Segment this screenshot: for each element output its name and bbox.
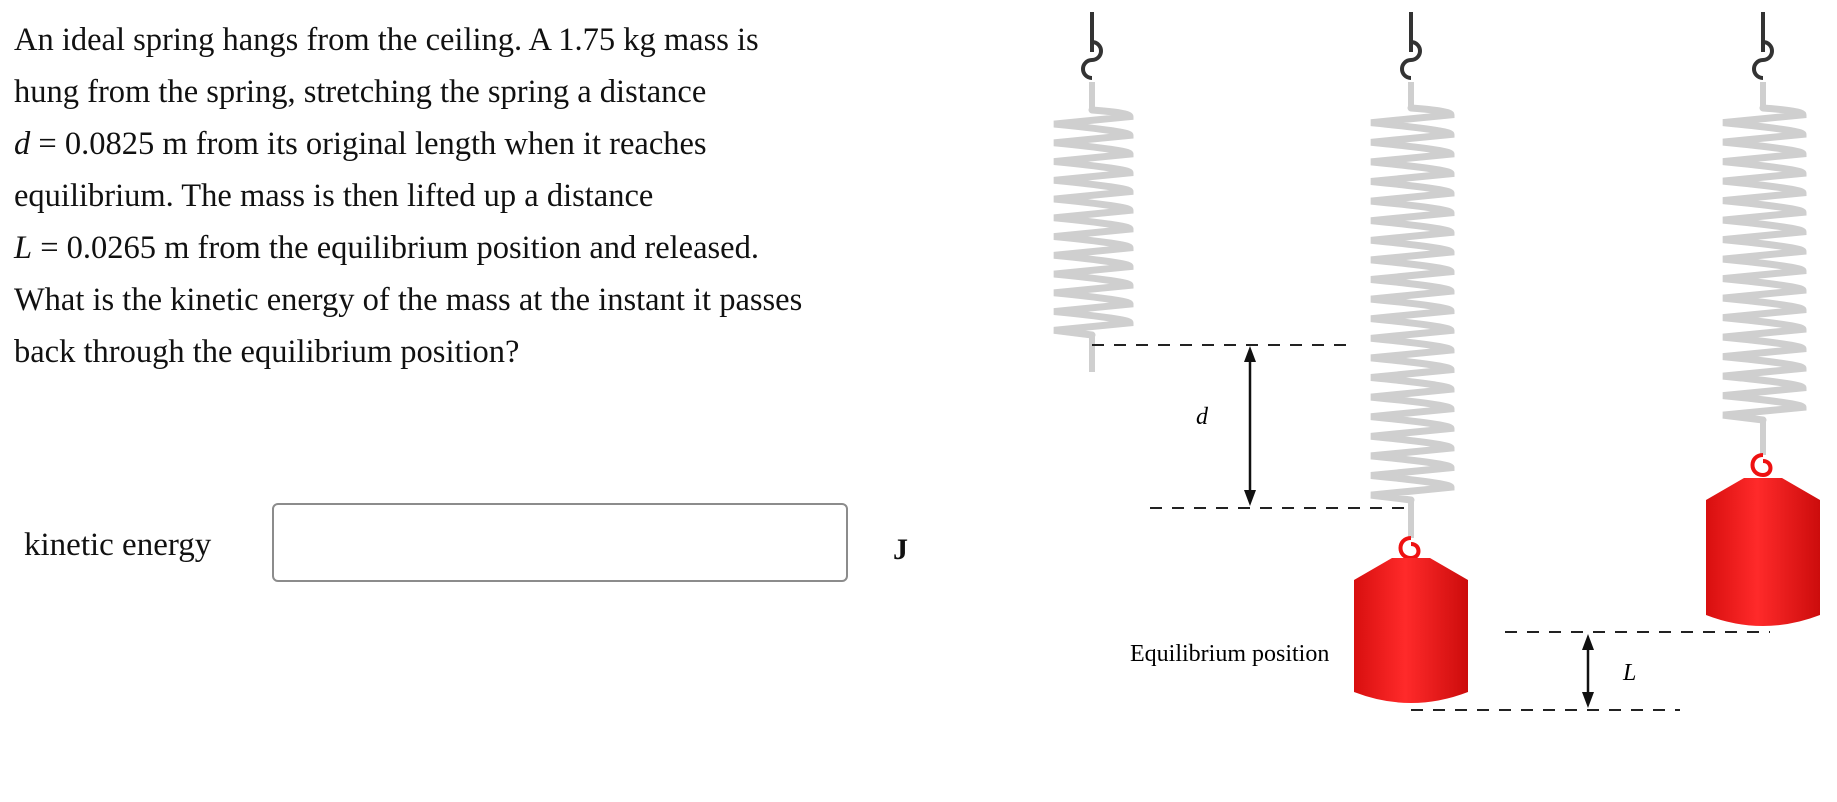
problem-line: back through the equilibrium position? bbox=[14, 334, 520, 370]
problem-line-text: = 0.0825 m from its original length when it reaches bbox=[30, 126, 707, 162]
spring-lifted bbox=[1706, 12, 1820, 626]
arrow-up-icon bbox=[1582, 634, 1594, 650]
arrow-down-icon bbox=[1582, 692, 1594, 708]
spring-equilibrium bbox=[1354, 12, 1468, 703]
kinetic-energy-input[interactable] bbox=[272, 503, 848, 582]
L-dimension-arrow bbox=[1582, 634, 1594, 708]
spring-unstretched bbox=[1054, 12, 1130, 372]
mass-block bbox=[1706, 478, 1820, 626]
spring-diagram bbox=[1030, 0, 1837, 802]
mass-hook-icon bbox=[1753, 455, 1771, 475]
arrow-up-icon bbox=[1244, 346, 1256, 362]
variable-d: d bbox=[14, 126, 31, 162]
answer-label: kinetic energy bbox=[24, 527, 212, 563]
problem-statement bbox=[14, 14, 914, 378]
spring-coil bbox=[1723, 108, 1803, 420]
problem-line: hung from the spring, stretching the spring a distance bbox=[14, 74, 707, 110]
problem-line bbox=[14, 222, 914, 274]
d-label: d bbox=[1196, 404, 1208, 430]
d-dimension-arrow bbox=[1244, 346, 1256, 506]
spring-coil bbox=[1371, 108, 1451, 500]
problem-line: equilibrium. The mass is then lifted up a distance bbox=[14, 178, 654, 214]
problem-line-text: = 0.0265 m from the equilibrium position and released. bbox=[32, 230, 759, 266]
mass-block bbox=[1354, 558, 1468, 703]
problem-line: What is the kinetic energy of the mass at the instant it passes bbox=[14, 282, 803, 318]
L-label: L bbox=[1623, 660, 1637, 686]
mass-hook-icon bbox=[1401, 538, 1419, 558]
problem-line bbox=[14, 118, 914, 170]
problem-line: An ideal spring hangs from the ceiling. A 1.75 kg mass is bbox=[14, 22, 759, 58]
variable-L: L bbox=[14, 230, 33, 266]
unit-label: J bbox=[893, 533, 908, 566]
spring-coil bbox=[1054, 110, 1130, 335]
arrow-down-icon bbox=[1244, 490, 1256, 506]
equilibrium-position-label: Equilibrium position bbox=[1130, 641, 1330, 667]
